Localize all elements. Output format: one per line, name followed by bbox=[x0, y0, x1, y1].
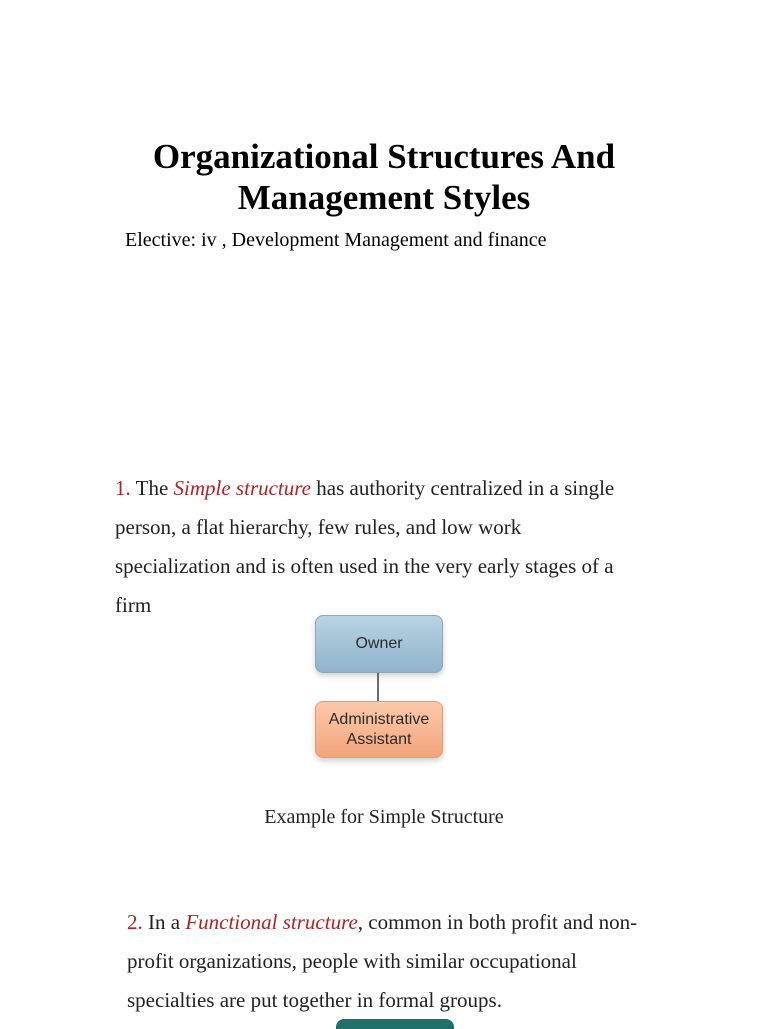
text-fragment: In a bbox=[142, 910, 186, 934]
assistant-label-line-1: Administrative bbox=[328, 710, 430, 728]
functional-structure-paragraph bbox=[127, 903, 667, 1020]
paragraph-line: specialties are put together in formal groups. bbox=[127, 988, 502, 1012]
item-number: 1. bbox=[115, 476, 131, 500]
text-fragment: has authority centralized in a single bbox=[311, 476, 615, 500]
paragraph-line bbox=[115, 469, 655, 508]
title-line-2: Management Styles bbox=[237, 178, 531, 217]
item-number: 2. bbox=[127, 910, 143, 934]
diagram-caption: Example for Simple Structure bbox=[264, 806, 504, 828]
assistant-label-line-2: Assistant bbox=[346, 730, 412, 748]
simple-structure-paragraph bbox=[115, 469, 655, 625]
org-owner-box bbox=[315, 615, 443, 673]
text-fragment: The bbox=[130, 476, 174, 500]
paragraph-line: person, a flat hierarchy, few rules, and low work bbox=[115, 515, 522, 539]
paragraph-line bbox=[127, 903, 667, 942]
org-connector-line bbox=[377, 673, 379, 701]
title-line-1: Organizational Structures And bbox=[152, 137, 616, 176]
term-highlight: Functional structure bbox=[185, 910, 358, 934]
paragraph-line: firm bbox=[115, 593, 152, 617]
paragraph-line: profit organizations, people with similar occupational bbox=[127, 949, 577, 973]
page-title bbox=[0, 136, 768, 218]
subtitle: Elective: iv , Development Management and finance bbox=[125, 229, 547, 251]
paragraph-line: specialization and is often used in the very early stages of a bbox=[115, 554, 614, 578]
text-fragment: , common in both profit and non- bbox=[357, 910, 638, 934]
org-assistant-box bbox=[315, 701, 443, 758]
owner-label: Owner bbox=[355, 635, 403, 652]
next-diagram-box-edge bbox=[336, 1019, 454, 1029]
term-highlight: Simple structure bbox=[173, 476, 311, 500]
